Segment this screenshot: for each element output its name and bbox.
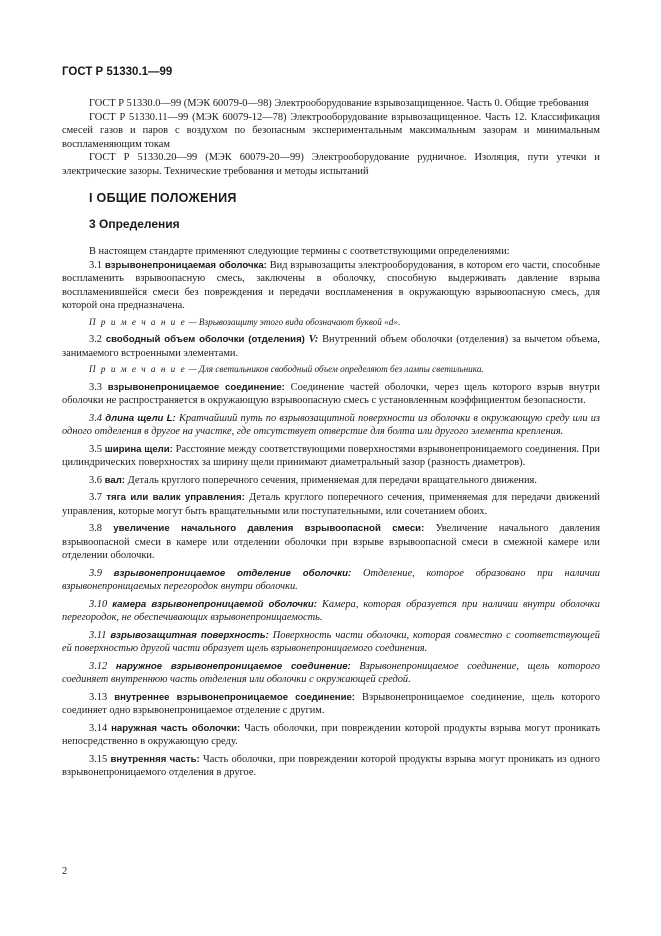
reference-item: ГОСТ Р 51330.0—99 (МЭК 60079-0—98) Электрооборудование взрывозащищенное. Часть 0. Общие требования bbox=[89, 98, 589, 109]
definition-3-14: 3.14 наружная часть оболочки: Часть оболочки, при повреждении которой продукты взрыва могут проникать непосредственно в окружающую среду. bbox=[62, 722, 600, 747]
definition-3-6: 3.6 вал: Деталь круглого поперечного сечения, применяемая для передачи вращательного движения. bbox=[89, 474, 537, 486]
term: тяга или валик управления: bbox=[106, 492, 245, 503]
term: ширина щели: bbox=[104, 443, 173, 455]
term: внутренняя часть: bbox=[110, 753, 200, 765]
definition-3-9: 3.9 взрывонепроницаемое отделение оболочки: Отделение, которое образовано при наличии взрывонепроницаемых перегородок внутри оболочки. bbox=[62, 567, 600, 592]
doc-header: ГОСТ Р 51330.1—99 bbox=[62, 66, 173, 78]
reference-item: ГОСТ Р 51330.11—99 (МЭК 60079-12—78) Электрооборудование взрывозащищенное. Часть 12. Классификация смесей газов и паров с воздухом по безопасным экспериментальным максимальным зазорам и минимальным воспламеняющим токам bbox=[62, 111, 600, 150]
definition-3-4: 3.4 длина щели L: Кратчайший путь по взрывозащитной поверхности из оболочки в окружающую среду или из одного отделения в другое на участке, где отсутствует отверстие для болта или другого элемента крепления. bbox=[62, 412, 600, 437]
term: взрывонепроницаемая оболочка: bbox=[104, 259, 267, 271]
definition-3-2: 3.2 свободный объем оболочки (отделения) V: Внутренний объем оболочки (отделения) за вычетом объема, занимаемого встроенными элементами. bbox=[62, 334, 600, 359]
definition-3-15: 3.15 внутренняя часть: Часть оболочки, при повреждении которой продукты взрыва могут проникать из одного взрывонепроницаемого отделения в другое. bbox=[62, 753, 600, 778]
term: камера взрывонепроницаемой оболочки: bbox=[112, 598, 317, 610]
page-number: 2 bbox=[62, 866, 68, 877]
definition-3-11: 3.11 взрывозащитная поверхность: Поверхность части оболочки, которая совместно с соответствующей ей поверхностью другой части образует щель взрывонепроницаемого соединения. bbox=[62, 629, 600, 654]
term: длина щели L: bbox=[105, 412, 176, 424]
term: увеличение начального давления взрывоопасной смеси: bbox=[113, 523, 425, 534]
term: наружное взрывонепроницаемое соединение: bbox=[115, 660, 351, 672]
reference-item: ГОСТ Р 51330.20—99 (МЭК 60079-20—99) Электрооборудование рудничное. Изоляция, пути утечки и электрические зазоры. Технические требования и методы испытаний bbox=[62, 152, 600, 177]
definition-3-5: 3.5 ширина щели: Расстояние между соответствующими поверхностями взрывонепроницаемого соединения. При цилиндрических поверхностях за ширину щели принимают диаметральный зазор (разность диаметров). bbox=[62, 443, 600, 468]
section-3-heading: 3 Определения bbox=[89, 217, 180, 231]
definition-3-1: 3.1 взрывонепроницаемая оболочка: Вид взрывозащиты электрооборудования, в котором его части, способные воспламенить взрывоопасную смесь, заключены в оболочку, способную выдерживать давление взрыва воспламенившейся смеси без повреждения и передачи воспламенения в окружающую взрывоопасную смесь, для которой она предназначена. bbox=[62, 259, 600, 311]
definition-3-13: 3.13 внутреннее взрывонепроницаемое соединение: Взрывонепроницаемое соединение, щель которого соединяет одно взрывонепроницаемое отделение с другим. bbox=[62, 691, 600, 716]
term: взрывозащитная поверхность: bbox=[110, 629, 269, 641]
term: свободный объем оболочки (отделения) bbox=[105, 334, 305, 345]
term: взрывонепроницаемое соединение: bbox=[107, 381, 285, 393]
section-intro: В настоящем стандарте применяют следующие термины с соответствующими определениями: bbox=[89, 246, 510, 257]
term: взрывонепроницаемое отделение оболочки: bbox=[113, 567, 352, 579]
definition-3-12: 3.12 наружное взрывонепроницаемое соединение: Взрывонепроницаемое соединение, щель которого соединяет внутреннюю часть отделения или оболочки с окружающей средой. bbox=[62, 660, 600, 685]
term: внутреннее взрывонепроницаемое соединение: bbox=[114, 691, 356, 703]
document-body bbox=[62, 97, 600, 780]
note: П р и м е ч а н и е — Взрывозащиту этого вида обозначают буквой «d». bbox=[89, 316, 401, 327]
definition-3-3: 3.3 взрывонепроницаемое соединение: Соединение частей оболочки, через щель которого взрыв внутри оболочки не распространяется в окружающую взрывоопасную смесь с установленным коэффициентом безопасности. bbox=[62, 381, 600, 406]
definition-3-10: 3.10 камера взрывонепроницаемой оболочки: Камера, которая образуется при наличии внутри оболочки перегородок, не обеспечивающих взрывонепроницаемость. bbox=[62, 598, 600, 623]
section-1-heading: I ОБЩИЕ ПОЛОЖЕНИЯ bbox=[89, 191, 237, 205]
definition-3-7: 3.7 тяга или валик управления: Деталь круглого поперечного сечения, применяемая для передачи движений управления, которые могут быть вращательными или поступательными, или сочетанием обоих. bbox=[62, 492, 600, 517]
term: наружная часть оболочки: bbox=[111, 722, 241, 734]
note: П р и м е ч а н и е — Для светильников свободный объем определяют без лампы светильника. bbox=[89, 364, 484, 374]
definition-3-8: 3.8 увеличение начального давления взрывоопасной смеси: Увеличение начального давления взрывоопасной смеси в камере или отделении оболочки при взрыве взрывоопасной смеси в смежной камере или отделении оболочки. bbox=[62, 523, 600, 561]
term: вал: bbox=[104, 474, 126, 486]
